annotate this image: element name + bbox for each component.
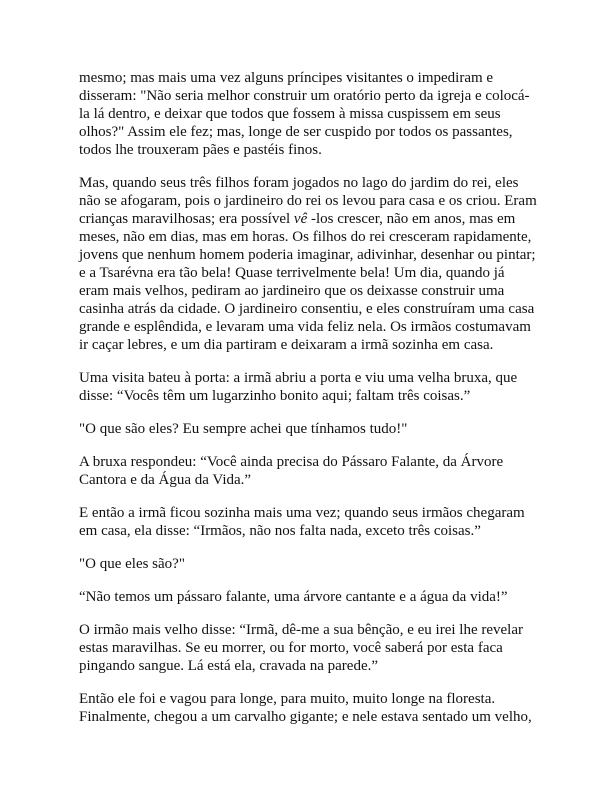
text-line: Então ele foi e vagou para longe, para muito, muito longe na floresta. xyxy=(79,691,496,707)
text-segment: crianças maravilhosas; era possível xyxy=(79,211,294,227)
paragraph xyxy=(79,690,544,726)
paragraph xyxy=(79,174,544,354)
text-line: olhos?" Assim ele fez; mas, longe de ser cuspido por todos os passantes, xyxy=(79,124,513,140)
text-line: "O que eles são?" xyxy=(79,556,185,572)
paragraph xyxy=(79,621,544,675)
text-line: O irmão mais velho disse: “Irmã, dê-me a sua bênção, e eu irei lhe revelar xyxy=(79,622,523,638)
text-line: la lá dentro, e deixar que todos que fossem à missa cuspissem em seus xyxy=(79,106,501,122)
text-line: e a Tsarévna era tão bela! Quase terrivelmente bela! Um dia, quando já xyxy=(79,265,505,281)
text-line: grande e esplêndida, e levaram uma vida feliz nela. Os irmãos costumavam xyxy=(79,319,531,335)
paragraph xyxy=(79,453,544,489)
text-line: mesmo; mas mais uma vez alguns príncipes visitantes o impediram e xyxy=(79,70,494,86)
text-line xyxy=(79,210,544,228)
text-line: não se afogaram, pois o jardineiro do rei os levou para casa e os criou. Eram xyxy=(79,193,537,209)
body-text xyxy=(79,69,544,726)
text-line: Mas, quando seus três filhos foram jogados no lago do jardim do rei, eles xyxy=(79,175,519,191)
text-line: jovens que nenhum homem poderia imaginar, adivinhar, desenhar ou pintar; xyxy=(79,247,536,263)
text-line: Finalmente, chegou a um carvalho gigante; e nele estava sentado um velho, xyxy=(79,709,532,725)
document-page xyxy=(79,69,544,741)
text-line: meses, não em dias, mas em horas. Os filhos do rei cresceram rapidamente, xyxy=(79,229,532,245)
text-line: estas maravilhas. Se eu morrer, ou for morto, você saberá por esta faca xyxy=(79,640,503,656)
text-line: Cantora e da Água da Vida.” xyxy=(79,472,252,488)
text-line: disse: “Vocês têm um lugarzinho bonito aqui; faltam três coisas.” xyxy=(79,388,471,404)
emphasized-word: vê xyxy=(293,211,308,227)
text-line: A bruxa respondeu: “Você ainda precisa do Pássaro Falante, da Árvore xyxy=(79,454,504,470)
text-line: em casa, ela disse: “Irmãos, não nos falta nada, exceto três coisas.” xyxy=(79,523,481,539)
text-line: eram mais velhos, pediram ao jardineiro que os deixasse construir uma xyxy=(79,283,505,299)
paragraph xyxy=(79,369,544,405)
text-line: todos lhe trouxeram pães e pastéis finos. xyxy=(79,142,322,158)
text-line: "O que são eles? Eu sempre achei que tínhamos tudo!" xyxy=(79,421,408,437)
text-line: disseram: "Não seria melhor construir um oratório perto da igreja e colocá- xyxy=(79,88,530,104)
text-segment: -los crescer, não em anos, mas em xyxy=(307,211,516,227)
text-line: “Não temos um pássaro falante, uma árvore cantante e a água da vida!” xyxy=(79,589,508,605)
text-line: Uma visita bateu à porta: a irmã abriu a porta e viu uma velha bruxa, que xyxy=(79,370,518,386)
text-line: E então a irmã ficou sozinha mais uma vez; quando seus irmãos chegaram xyxy=(79,505,525,521)
paragraph xyxy=(79,69,544,159)
paragraph xyxy=(79,588,544,606)
paragraph xyxy=(79,504,544,540)
paragraph xyxy=(79,420,544,438)
paragraph xyxy=(79,555,544,573)
text-line: ir caçar lebres, e um dia partiram e deixaram a irmã sozinha em casa. xyxy=(79,337,494,353)
text-line: pingando sangue. Lá está ela, cravada na parede.” xyxy=(79,658,379,674)
text-line: casinha atrás da cidade. O jardineiro consentiu, e eles construíram uma casa xyxy=(79,301,535,317)
